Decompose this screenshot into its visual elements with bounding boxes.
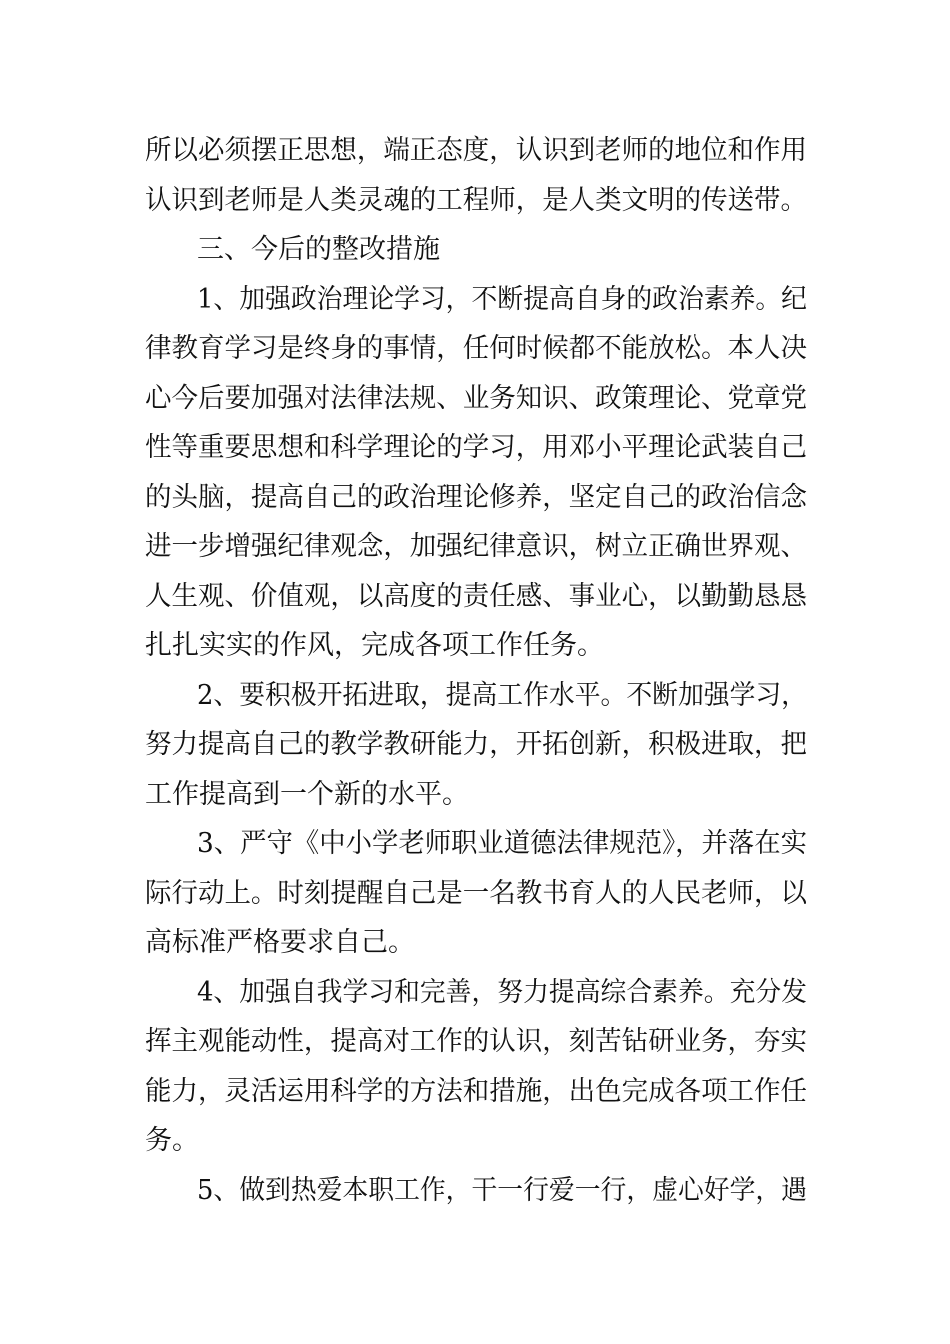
text-line-content: 务。	[145, 1125, 199, 1156]
section-heading	[145, 225, 807, 275]
text-line-content: 高标准严格要求自己。	[145, 927, 415, 958]
text-line	[145, 621, 807, 671]
text-line-content: 4、加强自我学习和完善，努力提高综合素养。充分发	[197, 976, 807, 1008]
text-line	[145, 126, 807, 176]
text-line	[145, 1017, 807, 1067]
text-line	[145, 522, 807, 572]
document-body	[145, 126, 807, 1215]
text-line	[145, 275, 807, 325]
text-line-content: 际行动上。时刻提醒自己是一名教书育人的人民老师，以	[145, 877, 807, 909]
text-line-content: 律教育学习是终身的事情，任何时候都不能放松。本人决	[145, 333, 807, 364]
text-line	[145, 720, 807, 770]
text-line	[145, 918, 807, 968]
text-line-content: 心今后要加强对法律法规、业务知识、政策理论、党章党	[145, 382, 807, 414]
text-line-content: 人生观、价值观，以高度的责任感、事业心，以勤勤恳恳	[145, 580, 807, 612]
text-line	[145, 1116, 807, 1166]
text-line	[145, 869, 807, 919]
text-line	[145, 324, 807, 374]
text-line-content: 能力，灵活运用科学的方法和措施，出色完成各项工作任	[145, 1075, 807, 1107]
text-line-content: 所以必须摆正思想，端正态度，认识到老师的地位和作用	[145, 135, 807, 166]
text-line-content: 3、严守《中小学老师职业道德法律规范》，并落在实	[197, 828, 807, 859]
text-line-content: 的头脑，提高自己的政治理论修养，坚定自己的政治信念	[145, 481, 807, 513]
section-heading-text: 三、今后的整改措施	[197, 234, 440, 265]
text-line	[145, 473, 807, 523]
text-line-content: 进一步增强纪律观念，加强纪律意识，树立正确世界观、	[145, 531, 807, 562]
text-line	[145, 1067, 807, 1117]
text-line	[145, 770, 807, 820]
text-line-content: 性等重要思想和科学理论的学习，用邓小平理论武装自己	[145, 432, 807, 463]
text-line	[145, 671, 807, 721]
text-line	[145, 819, 807, 869]
text-line-content: 工作提高到一个新的水平。	[145, 778, 469, 810]
text-line-content: 认识到老师是人类灵魂的工程师，是人类文明的传送带。	[145, 184, 807, 216]
text-line	[145, 176, 807, 226]
text-line	[145, 423, 807, 473]
text-line-content: 扎扎实实的作风，完成各项工作任务。	[145, 630, 604, 661]
text-line	[145, 1166, 807, 1216]
text-line	[145, 968, 807, 1018]
text-line-content: 努力提高自己的教学教研能力，开拓创新，积极进取，把	[145, 729, 807, 760]
text-line-content: 1、加强政治理论学习，不断提高自身的政治素养。纪	[197, 283, 807, 315]
text-line-content: 5、做到热爱本职工作，干一行爱一行，虚心好学，遇	[197, 1174, 807, 1206]
text-line-content: 2、要积极开拓进取，提高工作水平。不断加强学习，	[197, 679, 807, 711]
text-line-content: 挥主观能动性，提高对工作的认识，刻苦钻研业务，夯实	[145, 1026, 807, 1057]
text-line	[145, 572, 807, 622]
text-line	[145, 374, 807, 424]
